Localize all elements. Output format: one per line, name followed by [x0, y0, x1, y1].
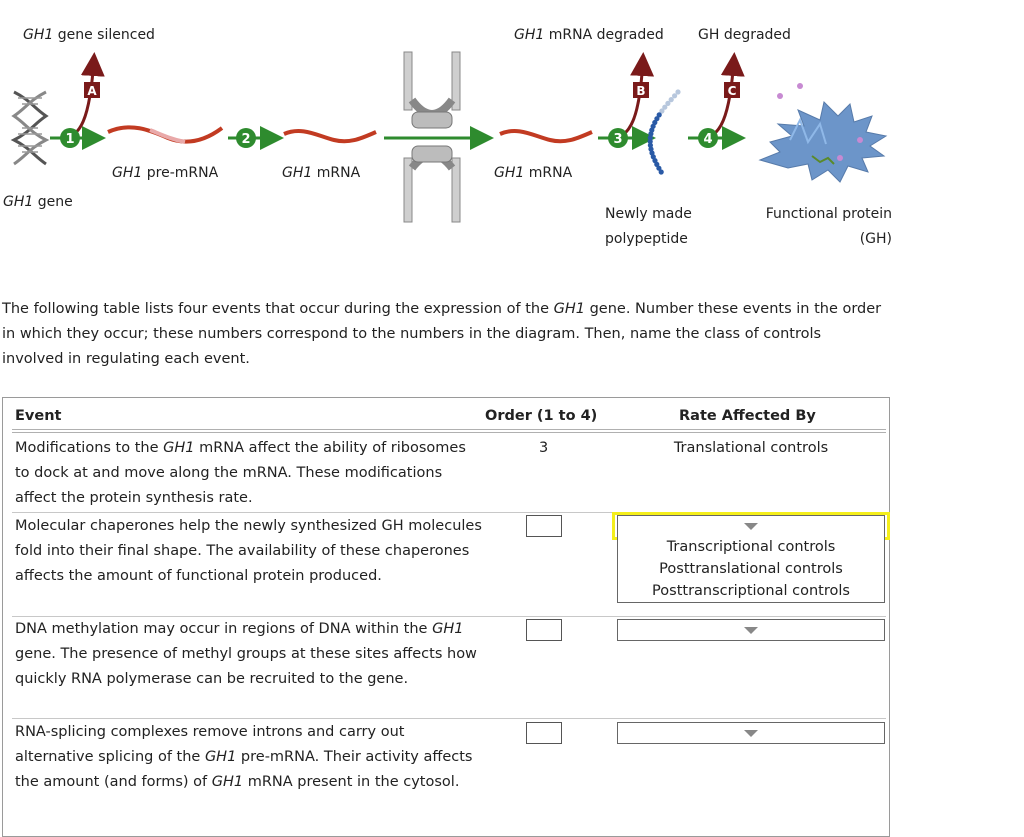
- header-rate: Rate Affected By: [679, 408, 816, 424]
- event-row-1-text: Modifications to the GH1 mRNA affect the ability of ribosomes to dock at and move along the mRNA. These modifications affect the protein synthesis rate.: [15, 440, 466, 506]
- rate-dropdown-row-4[interactable]: [617, 722, 885, 744]
- rate-row-1: Translational controls: [673, 440, 829, 456]
- rate-dropdown-options: [617, 533, 885, 603]
- dropdown-option-2[interactable]: Posttranslational controls: [659, 561, 843, 577]
- svg-text:A: A: [87, 84, 97, 98]
- step-1-badge: [60, 128, 80, 148]
- svg-text:4: 4: [703, 132, 713, 147]
- svg-text:1: 1: [65, 132, 75, 147]
- mrna-strand-2: [500, 131, 592, 141]
- order-input-row-3[interactable]: [526, 619, 562, 641]
- functional-protein-icon: [760, 83, 886, 182]
- header-order: Order (1 to 4): [485, 408, 598, 424]
- label-mrna-cytosol: GH1 mRNA: [494, 165, 573, 181]
- instructions-text: The following table lists four events that occur during the expression of the GH1 gene. Number these events in the order in which they occur; these numbers correspond to the numbers in the diagram. Then, name the class of controls involved in regulating each event.: [2, 301, 882, 367]
- mrna-strand-1: [284, 131, 376, 141]
- order-input-row-4[interactable]: [526, 722, 562, 744]
- label-pre-mrna: GH1 pre-mRNA: [112, 165, 219, 181]
- row-divider: [12, 718, 886, 719]
- events-table: [2, 397, 890, 837]
- dropdown-option-1[interactable]: Transcriptional controls: [666, 539, 836, 555]
- label-gene-silenced: GH1 gene silenced: [23, 27, 155, 43]
- svg-text:C: C: [727, 84, 737, 98]
- dropdown-option-3[interactable]: Posttranscriptional controls: [652, 583, 850, 599]
- order-row-1: 3: [539, 440, 549, 456]
- chevron-down-icon: [744, 627, 758, 634]
- event-row-2-text: Molecular chaperones help the newly synthesized GH molecules fold into their final shape. The availability of these chaperones affects the amount of functional protein produced.: [15, 518, 482, 584]
- event-row-3-text: DNA methylation may occur in regions of DNA within the GH1 gene. The presence of methyl groups at these sites affects how quickly RNA polymerase can be recruited to the gene.: [15, 621, 477, 687]
- svg-text:3: 3: [613, 132, 623, 147]
- dna-helix-icon: [14, 92, 46, 164]
- branch-b-label: [633, 82, 649, 98]
- label-gene: GH1 gene: [3, 194, 73, 210]
- label-gh-degraded: GH degraded: [698, 27, 791, 43]
- header-event: Event: [15, 408, 62, 424]
- polypeptide-chain: [648, 89, 681, 174]
- event-row-4-text: RNA-splicing complexes remove introns and carry out alternative splicing of the GH1 pre-mRNA. Their activity affects the amount (and forms) of GH1 mRNA present in the cytosol.: [15, 724, 473, 790]
- branch-c-label: [724, 82, 740, 98]
- branch-a-label: [84, 82, 100, 98]
- step-3-badge: [608, 128, 628, 148]
- svg-text:2: 2: [241, 132, 251, 147]
- svg-text:B: B: [636, 84, 646, 98]
- order-input-row-2[interactable]: [526, 515, 562, 537]
- step-4-badge: [698, 128, 718, 148]
- label-mrna-nucleus: GH1 mRNA: [282, 165, 361, 181]
- header-divider: [12, 429, 886, 433]
- label-mrna-degraded: GH1 mRNA degraded: [514, 27, 664, 43]
- label-polypeptide: Newly made polypeptide: [605, 206, 692, 247]
- label-functional-protein: Functional protein (GH): [765, 206, 892, 247]
- chevron-down-icon: [744, 730, 758, 737]
- step-2-badge: [236, 128, 256, 148]
- rate-dropdown-row-3[interactable]: [617, 619, 885, 641]
